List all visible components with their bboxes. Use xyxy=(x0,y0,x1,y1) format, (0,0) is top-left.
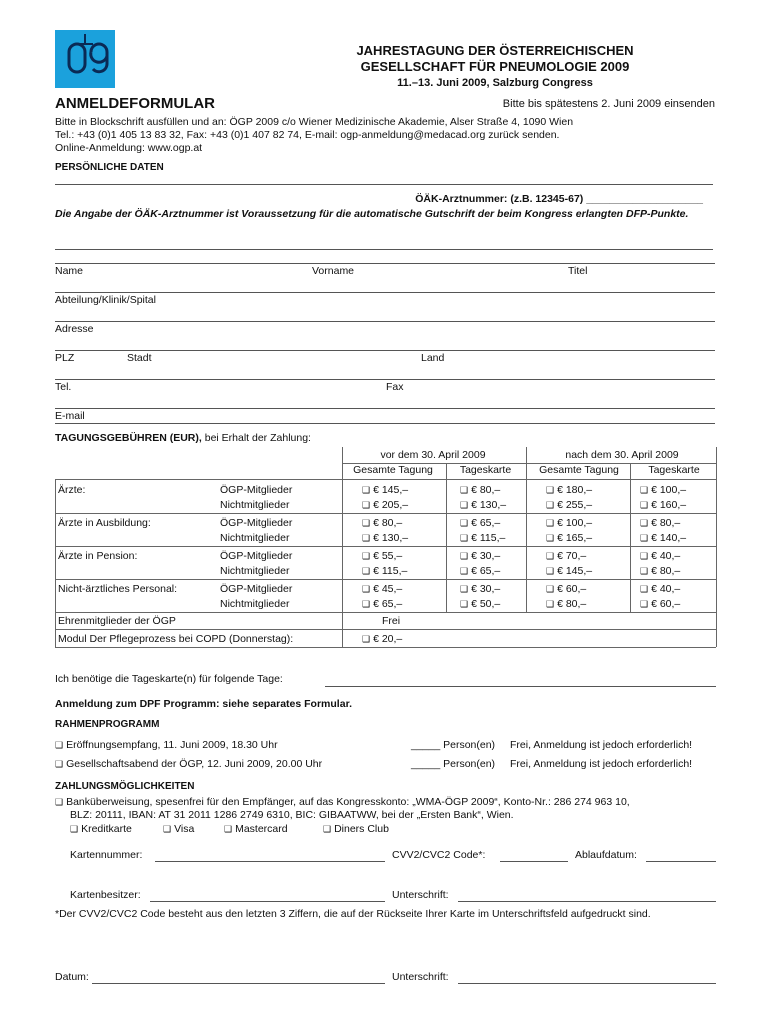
col-full-before: Gesamte Tagung xyxy=(353,464,433,476)
expiry-input[interactable] xyxy=(646,861,716,862)
fee-checkbox[interactable]: ❑ € 80,– xyxy=(640,517,680,529)
bank-details: BLZ: 20111, IBAN: AT 31 2011 1286 2749 6310, BIC: GIBAATWW, bei der „Ersten Bank“, Wien. xyxy=(70,809,514,821)
oeak-number-field[interactable]: ÖÄK-Arztnummer: (z.B. 12345-67) ____________________ xyxy=(415,193,703,205)
signature-input[interactable] xyxy=(458,901,716,902)
kreditkarte-checkbox[interactable]: ❑ Kreditkarte xyxy=(70,823,132,835)
mastercard-checkbox[interactable]: ❑ Mastercard xyxy=(224,823,288,835)
copd-label: Modul Der Pflegeprozess bei COPD (Donnerstag): xyxy=(58,633,294,645)
fee-checkbox[interactable]: ❑ € 160,– xyxy=(640,499,686,511)
period-before: vor dem 30. April 2009 xyxy=(380,449,486,461)
table-line xyxy=(342,447,343,647)
col-day-after: Tageskarte xyxy=(648,464,700,476)
persons-field[interactable]: _____ Person(en) xyxy=(411,758,496,770)
fees-heading xyxy=(55,432,311,444)
card-holder-input[interactable] xyxy=(150,901,385,902)
table-line xyxy=(55,629,716,630)
form-title: ANMELDEFORMULAR xyxy=(55,95,215,112)
fee-checkbox[interactable]: ❑ € 255,– xyxy=(546,499,592,511)
email-field[interactable]: E-mail xyxy=(55,410,85,422)
member-label: ÖGP-Mitglieder xyxy=(220,517,293,529)
table-line xyxy=(55,513,716,514)
nonmember-label: Nichtmitglieder xyxy=(220,532,290,544)
rahmen-note: Frei, Anmeldung ist jedoch erforderlich! xyxy=(510,758,693,770)
fee-checkbox[interactable]: ❑ € 30,– xyxy=(460,583,500,595)
signature-label: Unterschrift: xyxy=(392,889,449,901)
tel-field[interactable]: Tel. xyxy=(55,381,72,393)
conference-title-line1: JAHRESTAGUNG DER ÖSTERREICHISCHEN xyxy=(356,43,634,58)
diners-club-checkbox[interactable]: ❑ Diners Club xyxy=(323,823,389,835)
fee-checkbox[interactable]: ❑ € 80,– xyxy=(362,517,402,529)
fee-checkbox[interactable]: ❑ € 45,– xyxy=(362,583,402,595)
visa-checkbox[interactable]: ❑ Visa xyxy=(163,823,194,835)
fee-checkbox[interactable]: ❑ € 100,– xyxy=(546,517,592,529)
nonmember-label: Nichtmitglieder xyxy=(220,598,290,610)
fees-heading-bold: TAGUNGSGEBÜHREN (EUR), xyxy=(55,432,202,444)
fee-checkbox[interactable]: ❑ € 60,– xyxy=(640,598,680,610)
intro-line-3: Online-Anmeldung: www.ogp.at xyxy=(55,142,203,154)
date-input[interactable] xyxy=(92,983,385,984)
honorary-value: Frei xyxy=(382,615,401,627)
card-holder-label: Kartenbesitzer: xyxy=(70,889,141,901)
table-line xyxy=(55,647,716,648)
divider xyxy=(55,321,715,322)
opening-reception-checkbox[interactable]: ❑ Eröffnungsempfang, 11. Juni 2009, 18.30 Uhr xyxy=(55,739,278,751)
titel-field[interactable]: Titel xyxy=(568,265,588,277)
fee-checkbox[interactable]: ❑ € 55,– xyxy=(362,550,402,562)
fee-checkbox[interactable]: ❑ € 80,– xyxy=(640,565,680,577)
fee-checkbox[interactable]: ❑ € 50,– xyxy=(460,598,500,610)
pneumology-logo-icon xyxy=(55,30,115,88)
fee-checkbox[interactable]: ❑ € 165,– xyxy=(546,532,592,544)
name-field[interactable]: Name xyxy=(55,265,84,277)
nonmember-label: Nichtmitglieder xyxy=(220,565,290,577)
table-line xyxy=(446,463,447,612)
rahmen-heading: RAHMENPROGRAMM xyxy=(55,719,160,730)
table-line xyxy=(526,447,527,612)
fee-checkbox[interactable]: ❑ € 40,– xyxy=(640,583,680,595)
table-line xyxy=(55,546,716,547)
signature-input-2[interactable] xyxy=(458,983,716,984)
fee-checkbox[interactable]: ❑ € 65,– xyxy=(362,598,402,610)
nonmember-label: Nichtmitglieder xyxy=(220,499,290,511)
intro-line-1: Bitte in Blockschrift ausfüllen und an: ÖGP 2009 c/o Wiener Medizinische Akademie, Alser Straße 4, 1090 Wien xyxy=(55,116,574,128)
fee-checkbox[interactable]: ❑ € 140,– xyxy=(640,532,686,544)
divider xyxy=(55,350,715,351)
fee-checkbox[interactable]: ❑ € 180,– xyxy=(546,484,592,496)
divider xyxy=(55,292,715,293)
plz-field[interactable]: PLZ xyxy=(55,352,75,364)
cvv-footnote: *Der CVV2/CVC2 Code besteht aus den letzten 3 Ziffern, die auf der Rückseite Ihrer Karte im Unterschriftsfeld aufgedruckt sind. xyxy=(55,908,651,920)
expiry-label: Ablaufdatum: xyxy=(575,849,637,861)
adresse-field[interactable]: Adresse xyxy=(55,323,94,335)
intro-line-2: Tel.: +43 (0)1 405 13 83 32, Fax: +43 (0)1 407 82 74, E-mail: ogp-anmeldung@medacad.org zurück senden. xyxy=(55,129,560,141)
table-line xyxy=(630,463,631,612)
stadt-field[interactable]: Stadt xyxy=(127,352,152,364)
fee-category: Ärzte: xyxy=(58,484,86,496)
cvv-label: CVV2/CVC2 Code*: xyxy=(392,849,486,861)
divider xyxy=(55,408,715,409)
fee-category: Ärzte in Pension: xyxy=(58,550,138,562)
abteilung-field[interactable]: Abteilung/Klinik/Spital xyxy=(55,294,156,306)
divider xyxy=(55,379,715,380)
fees-heading-rest: bei Erhalt der Zahlung: xyxy=(201,432,311,444)
card-number-input[interactable] xyxy=(155,861,385,862)
table-line xyxy=(55,612,716,613)
personal-data-heading: PERSÖNLICHE DATEN xyxy=(55,162,164,173)
daycard-input[interactable] xyxy=(325,686,716,687)
fee-category: Nicht-ärztliches Personal: xyxy=(58,583,178,595)
conference-title-line2: GESELLSCHAFT FÜR PNEUMOLOGIE 2009 xyxy=(360,59,630,74)
fee-checkbox[interactable]: ❑ € 60,– xyxy=(546,583,586,595)
fee-checkbox[interactable]: ❑ € 130,– xyxy=(362,532,408,544)
table-line xyxy=(55,579,716,580)
divider xyxy=(55,423,715,424)
fax-field[interactable]: Fax xyxy=(386,381,404,393)
member-label: ÖGP-Mitglieder xyxy=(220,484,293,496)
vorname-field[interactable]: Vorname xyxy=(312,265,355,277)
table-line xyxy=(55,479,56,647)
oeak-note: Die Angabe der ÖÄK-Arztnummer ist Voraussetzung für die automatische Gutschrift der beim Kongress erlangten DFP-Punkte. xyxy=(55,208,689,220)
member-label: ÖGP-Mitglieder xyxy=(220,583,293,595)
land-field[interactable]: Land xyxy=(421,352,445,364)
col-full-after: Gesamte Tagung xyxy=(539,464,619,476)
daycard-label: Ich benötige die Tageskarte(n) für folgende Tage: xyxy=(55,673,283,685)
dpf-note: Anmeldung zum DPF Programm: siehe separates Formular. xyxy=(55,698,352,710)
member-label: ÖGP-Mitglieder xyxy=(220,550,293,562)
fee-checkbox[interactable]: ❑ € 115,– xyxy=(460,532,505,544)
fee-checkbox[interactable]: ❑ € 100,– xyxy=(640,484,686,496)
card-number-label: Kartennummer: xyxy=(70,849,143,861)
copd-checkbox[interactable]: ❑ € 20,– xyxy=(362,633,402,645)
fee-checkbox[interactable]: ❑ € 145,– xyxy=(546,565,592,577)
table-line xyxy=(342,463,716,464)
fee-checkbox[interactable]: ❑ € 65,– xyxy=(460,565,500,577)
rahmen-note: Frei, Anmeldung ist jedoch erforderlich! xyxy=(510,739,693,751)
fee-checkbox[interactable]: ❑ € 30,– xyxy=(460,550,500,562)
signature-label-2: Unterschrift: xyxy=(392,971,449,983)
fee-checkbox[interactable]: ❑ € 115,– xyxy=(362,565,407,577)
fee-checkbox[interactable]: ❑ € 145,– xyxy=(362,484,408,496)
conference-subtitle: 11.–13. Juni 2009, Salzburg Congress xyxy=(397,77,593,89)
divider xyxy=(55,263,715,264)
fee-checkbox[interactable]: ❑ € 40,– xyxy=(640,550,680,562)
bank-transfer-checkbox[interactable]: ❑ Banküberweisung, spesenfrei für den Empfänger, auf das Kongresskonto: „WMA-ÖGP 2009“, Konto-Nr.: 286 274 963 10, xyxy=(55,796,630,808)
fee-checkbox[interactable]: ❑ € 80,– xyxy=(460,484,500,496)
payment-heading: ZAHLUNGSMÖGLICHKEITEN xyxy=(55,781,195,792)
honorary-label: Ehrenmitglieder der ÖGP xyxy=(58,615,176,627)
fee-checkbox[interactable]: ❑ € 205,– xyxy=(362,499,408,511)
fee-checkbox[interactable]: ❑ € 70,– xyxy=(546,550,586,562)
persons-field[interactable]: _____ Person(en) xyxy=(411,739,496,751)
society-evening-checkbox[interactable]: ❑ Gesellschaftsabend der ÖGP, 12. Juni 2009, 20.00 Uhr xyxy=(55,758,322,770)
col-day-before: Tageskarte xyxy=(459,464,512,476)
fee-checkbox[interactable]: ❑ € 130,– xyxy=(460,499,506,511)
table-line xyxy=(55,479,716,480)
fee-checkbox[interactable]: ❑ € 65,– xyxy=(460,517,500,529)
oeak-box xyxy=(55,184,713,250)
fee-checkbox[interactable]: ❑ € 80,– xyxy=(546,598,586,610)
table-line xyxy=(716,447,717,647)
date-label: Datum: xyxy=(55,971,89,983)
fee-category: Ärzte in Ausbildung: xyxy=(58,517,151,529)
period-after: nach dem 30. April 2009 xyxy=(565,449,679,461)
cvv-input[interactable] xyxy=(500,861,568,862)
intro-text xyxy=(55,116,573,155)
deadline-note: Bitte bis spätestens 2. Juni 2009 einsenden xyxy=(502,98,715,110)
